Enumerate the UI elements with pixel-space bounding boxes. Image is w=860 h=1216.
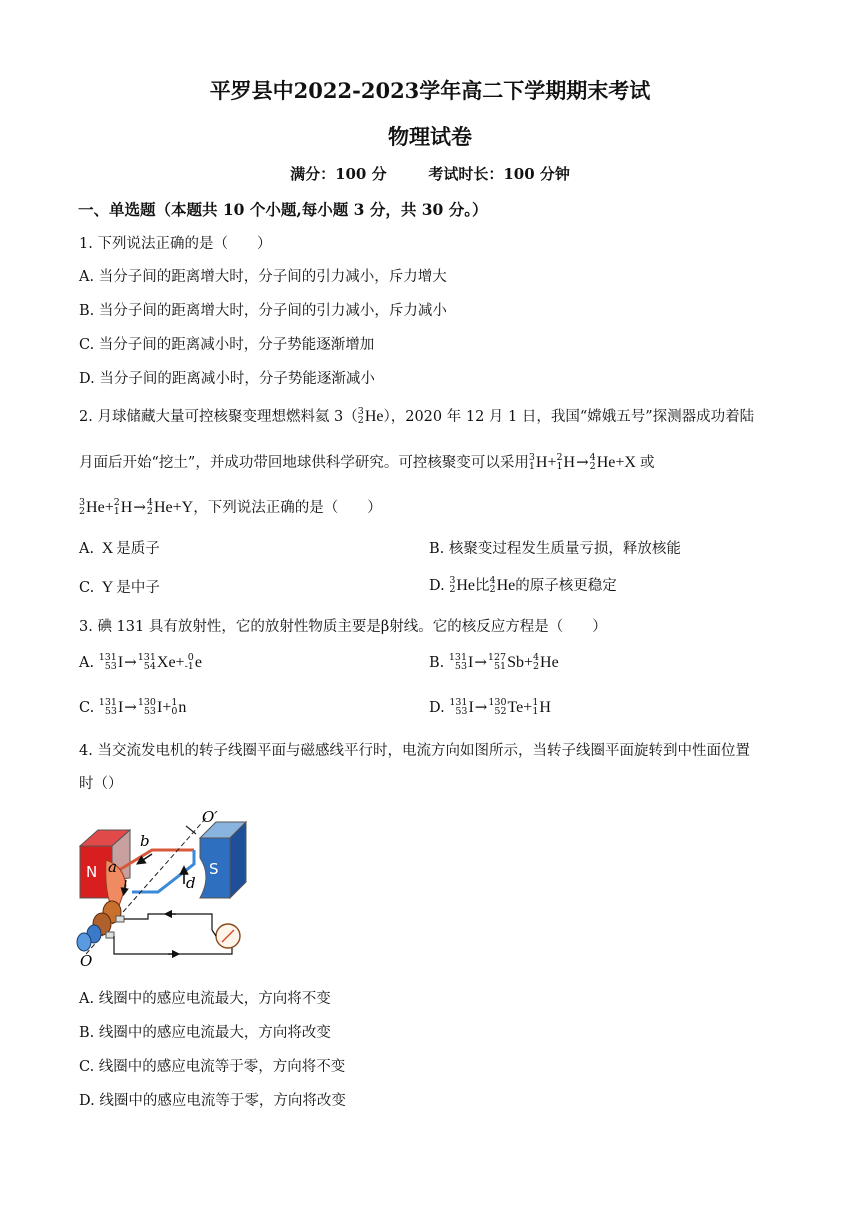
brush-2 <box>77 933 91 951</box>
label-o-prime: O′ <box>202 808 218 826</box>
q2-text-b: ），2020 年 12 月 1 日，我国“嫦娥五号”探测器成功着陆 <box>383 409 755 425</box>
q4-option-d: D. 线圈中的感应电流等于零，方向将改变 <box>79 1093 346 1109</box>
q2-stem-line3: 3 2 He+ 2 1 H→ 4 2 He+Y，下列说法正确的是（ ） <box>79 496 382 517</box>
label-o: O <box>80 952 93 970</box>
he3-nuclide-index: 3 2 <box>357 405 364 426</box>
label-d: d <box>186 874 196 892</box>
q4-option-a: A. 线圈中的感应电流最大，方向将不变 <box>79 991 331 1007</box>
q1-option-a: A. 当分子间的距离增大时，分子间的引力减小，斥力增大 <box>79 269 447 285</box>
q2-text-a: 2. 月球储藏大量可控核聚变理想燃料氦 3（ <box>79 409 358 425</box>
q1-option-b: B. 当分子间的距离增大时，分子间的引力减小，斥力减小 <box>79 303 447 319</box>
n-pole-label: N <box>86 863 98 881</box>
q4-option-b: B. 线圈中的感应电流最大，方向将改变 <box>79 1025 331 1041</box>
q3-stem: 3. 碘 131 具有放射性，它的放射性物质主要是β射线。它的核反应方程是（ ） <box>79 619 607 635</box>
page-subtitle: 物理试卷 <box>388 124 472 149</box>
q2-text-d: ，下列说法正确的是（ ） <box>193 500 382 516</box>
q1-option-c: C. 当分子间的距离减小时，分子势能逐渐增加 <box>79 337 375 353</box>
he-symbol: He <box>364 408 384 425</box>
q2-x-term: +X <box>615 454 636 471</box>
label-a: a <box>108 858 117 876</box>
q1-stem: 1. 下列说法正确的是（ ） <box>79 236 272 252</box>
circuit-top <box>124 914 212 930</box>
q3-option-b: B. 131 53 I→ 127 51 Sb+ 4 2 He <box>429 651 559 672</box>
q2-or: 或 <box>639 455 655 471</box>
page-title: 平罗县中2022-2023学年高二下学期期末考试 <box>209 78 651 103</box>
label-b: b <box>140 832 150 850</box>
ac-generator-figure <box>72 806 262 972</box>
q1-option-d: D. 当分子间的距离减小时，分子势能逐渐减小 <box>79 371 375 387</box>
q2-option-d: D. 3 2 He比 4 2 He的原子核更稳定 <box>429 574 617 595</box>
circuit-bottom <box>114 936 232 954</box>
q4-stem-line2: 时（） <box>79 776 123 792</box>
q2-text-c: 月面后开始“挖土”，并成功带回地球供科学研究。可控核聚变可以采用 <box>79 455 529 471</box>
q3-option-a: A. 131 53 I→ 131 54 Xe+ 0 -1 e <box>79 651 202 672</box>
reaction-arrow: → <box>576 453 589 471</box>
q2-option-a: A. X 是质子 <box>79 540 160 557</box>
q2-y-term: +Y <box>172 499 194 516</box>
q4-option-c: C. 线圈中的感应电流等于零，方向将不变 <box>79 1059 346 1075</box>
q4-stem-line1: 4. 当交流发电机的转子线圈平面与磁感线平行时，电流方向如图所示，当转子线圈平面旋转到中性面位置 <box>79 743 750 759</box>
q3-option-d: D. 131 53 I→ 130 52 Te+ 1 1 H <box>429 696 551 717</box>
q2-option-c: C. Y 是中子 <box>79 579 160 596</box>
section-heading: 一、单选题（本题共 10 个小题,每小题 3 分，共 30 分。） <box>78 200 488 219</box>
q3-option-c: C. 131 53 I→ 130 53 I+ 1 0 n <box>79 696 187 717</box>
q2-stem-line2: 月面后开始“挖土”，并成功带回地球供科学研究。可控核聚变可以采用 3 1 H+ 2 1 H→ 4 2 He+X 或 <box>79 451 655 472</box>
exam-info: 满分：100 分 考试时长：100 分钟 <box>290 165 570 183</box>
s-pole-label: S <box>209 860 219 878</box>
q2-option-b: B. 核聚变过程发生质量亏损，释放核能 <box>429 541 681 557</box>
q2-stem-line1 <box>79 405 754 427</box>
